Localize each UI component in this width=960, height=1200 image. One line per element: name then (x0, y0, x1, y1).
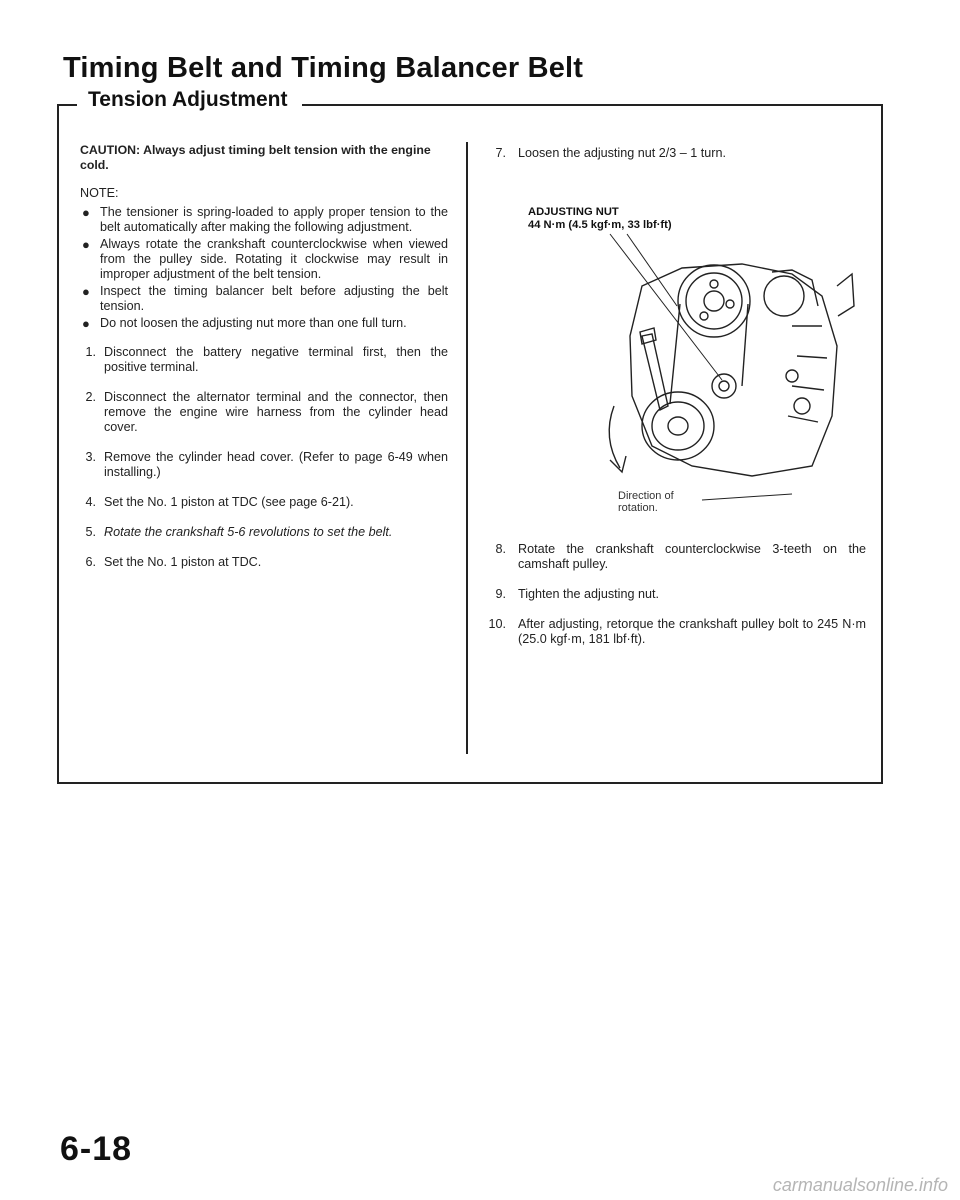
note-text: Inspect the timing balancer belt before adjusting the belt tension. (100, 284, 448, 313)
step-number: 4. (85, 495, 96, 509)
step-number: 2. (85, 390, 96, 404)
step-item (80, 555, 448, 570)
step-number: 6. (85, 555, 96, 569)
section-title: Tension Adjustment (88, 88, 288, 111)
note-item (80, 316, 448, 331)
rotation-caption (618, 490, 674, 514)
page-number: 6-18 (60, 1130, 133, 1168)
step-text: Set the No. 1 piston at TDC (see page 6-21). (104, 495, 354, 509)
note-text: The tensioner is spring-loaded to apply proper tension to the belt automatically after making the following adjustment. (100, 205, 448, 234)
step-text: Rotate the crankshaft counterclockwise 3-teeth on the camshaft pulley. (518, 542, 866, 571)
watermark: carmanualsonline.info (772, 1175, 948, 1195)
adjusting-nut-label (528, 206, 672, 232)
caption-line: rotation. (618, 502, 658, 514)
step-item (488, 617, 866, 647)
bullet-icon: ● (82, 316, 90, 331)
step-text: Tighten the adjusting nut. (518, 587, 659, 601)
label-line: ADJUSTING NUT (528, 206, 619, 218)
step-item (492, 587, 866, 602)
step-item (80, 525, 448, 540)
step-item (492, 146, 866, 161)
step-text: Disconnect the alternator terminal and the connector, then remove the engine wire harness from the cylinder head cover. (104, 390, 448, 434)
notes-list (80, 205, 448, 331)
column-divider (466, 142, 468, 754)
note-item (80, 237, 448, 282)
step-text: Remove the cylinder head cover. (Refer to page 6-49 when installing.) (104, 450, 448, 479)
engine-illustration (492, 176, 872, 514)
step-number: 7. (495, 146, 506, 160)
note-item (80, 205, 448, 235)
step-number: 8. (495, 542, 506, 556)
step-item (80, 450, 448, 480)
step-text: After adjusting, retorque the crankshaft pulley bolt to 245 N·m (25.0 kgf·m, 181 lbf·ft). (518, 617, 866, 646)
step-item (80, 495, 448, 510)
label-line: 44 N·m (4.5 kgf·m, 33 lbf·ft) (528, 219, 672, 231)
note-text: Always rotate the crankshaft counterclockwise when viewed from the pulley side. Rotating it clockwise may result in improper adjustment of the belt tension. (100, 237, 448, 281)
caution-text: CAUTION: Always adjust timing belt tension with the engine cold. (80, 143, 431, 172)
step-number: 5. (85, 525, 96, 539)
bullet-icon: ● (82, 205, 90, 220)
step-number: 10. (488, 617, 506, 631)
step-number: 3. (85, 450, 96, 464)
step-number: 9. (495, 587, 506, 601)
step-text: Set the No. 1 piston at TDC. (104, 555, 262, 569)
note-item (80, 284, 448, 314)
step-number: 1. (85, 345, 96, 359)
step-item (492, 542, 866, 572)
caption-line: Direction of (618, 490, 674, 502)
step-text: Disconnect the battery negative terminal first, then the positive terminal. (104, 345, 448, 374)
step-item (80, 345, 448, 375)
note-heading: NOTE: (80, 186, 119, 200)
bullet-icon: ● (82, 284, 90, 299)
right-column (488, 146, 866, 662)
step-text: Loosen the adjusting nut 2/3 – 1 turn. (518, 146, 726, 160)
step-text: Rotate the crankshaft 5-6 revolutions to set the belt. (104, 525, 393, 539)
step-item (80, 390, 448, 435)
left-column (80, 143, 448, 585)
page-title: Timing Belt and Timing Balancer Belt (63, 52, 584, 84)
bullet-icon: ● (82, 237, 90, 252)
note-text: Do not loosen the adjusting nut more than one full turn. (100, 316, 407, 330)
